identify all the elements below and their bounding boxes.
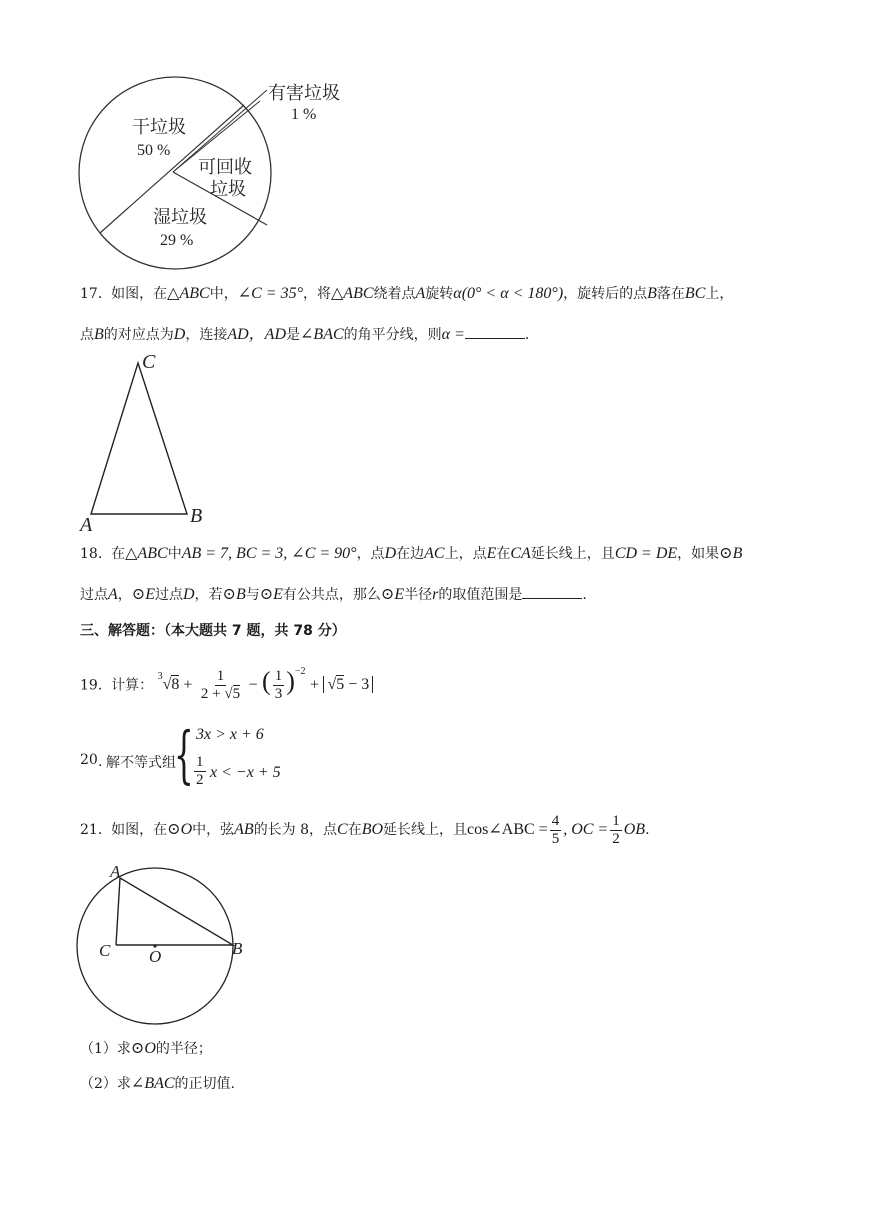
point-label-o: O bbox=[149, 947, 162, 966]
vertex-label-b: B bbox=[190, 505, 203, 527]
q20-brace: { bbox=[174, 718, 194, 791]
pie-chart-figure bbox=[70, 75, 370, 275]
q20-inequality-1: 3x > x + 6 bbox=[196, 726, 264, 743]
pie-pct-wet: 29 % bbox=[160, 232, 194, 249]
q18-line-1: 18. 在△ABC中AB = 7, BC = 3, ∠C = 90°，点D在边AC上，点E在CA延长线上，且CD = DE，如果⊙B bbox=[80, 545, 743, 562]
q19-cube-root: $^3$√8 bbox=[157, 671, 180, 694]
vertex-label-a: A bbox=[80, 514, 93, 536]
q20-number: 20 bbox=[80, 752, 98, 768]
q19-fraction: $\frac{1}{2 + √5}$ bbox=[200, 667, 241, 702]
q21-sub-1: （1）求⊙O的半径； bbox=[80, 1040, 212, 1057]
pie-pct-harmful: 1 % bbox=[291, 106, 317, 123]
point-label-c: C bbox=[99, 941, 111, 960]
q18-line-2: 过点A，⊙E过点D，若⊙B与⊙E有公共点，那么⊙E半径r的取值范围是 . bbox=[80, 586, 587, 603]
section-3-heading: 三、解答题：（本大题共 7 题，共 78 分） bbox=[80, 623, 346, 639]
pie-label-wet: 湿垃圾 bbox=[153, 207, 207, 227]
triangle-abc bbox=[91, 363, 187, 514]
pie-pct-dry: 50 % bbox=[137, 142, 171, 159]
pie-label-recyclable-2: 垃圾 bbox=[210, 179, 246, 199]
q21-line: 21. 如图，在⊙O中，弦AB的长为 8，点C在BO延长线上，且cos∠ABC = $\frac{4}{5}$ , OC = $\frac{1}{2}$ OB. bbox=[80, 812, 650, 847]
q17-answer-blank bbox=[465, 324, 525, 339]
q20-block: 20 . 解不等式组 { 3x > x + 6 $\frac{1}{2}$ x < −x + 5 bbox=[80, 718, 281, 791]
pie-label-dry: 干垃圾 bbox=[132, 117, 186, 137]
vertex-label-c: C bbox=[142, 351, 156, 373]
q18-answer-blank bbox=[522, 584, 582, 599]
q20-half: $\frac{1}{2}$ bbox=[196, 754, 204, 788]
q19-power: ( bbox=[262, 666, 271, 696]
q17-line-2: 点B的对应点为D，连接AD，AD是∠BAC的角平分线，则α = . bbox=[80, 326, 530, 343]
q18-number: 18. bbox=[80, 546, 103, 562]
q17-number: 17. bbox=[80, 286, 103, 302]
q21-circle-figure bbox=[72, 858, 262, 1028]
point-label-a: A bbox=[110, 862, 121, 881]
q21-sub-2: （2）求∠BAC的正切值. bbox=[80, 1075, 235, 1092]
q19-number: 19. bbox=[80, 677, 103, 694]
q21-number: 21. bbox=[80, 822, 103, 838]
q17-line-1: 17. 如图，在△ABC中，∠C = 35°，将△ABC绕着点A旋转α(0° < α < 180°)，旋转后的点B落在BC上， bbox=[80, 285, 734, 302]
pie-label-harmful: 有害垃圾 bbox=[268, 83, 340, 103]
triangle-abc-in-circle bbox=[116, 878, 233, 945]
q20-inequality-2: x < −x + 5 bbox=[210, 764, 281, 781]
pie-label-recyclable-1: 可回收 bbox=[198, 157, 252, 177]
q17-triangle-figure bbox=[78, 348, 218, 538]
point-label-b: B bbox=[232, 939, 243, 958]
q19-line: 19. 计算： $^3$√8 + $\frac{1}{2 + √5}$ − ( $\frac{1}{3}$ )$^{-2}$ + √5 − 3 bbox=[80, 660, 373, 704]
q19-absolute-value: √5 − 3 bbox=[323, 676, 373, 693]
